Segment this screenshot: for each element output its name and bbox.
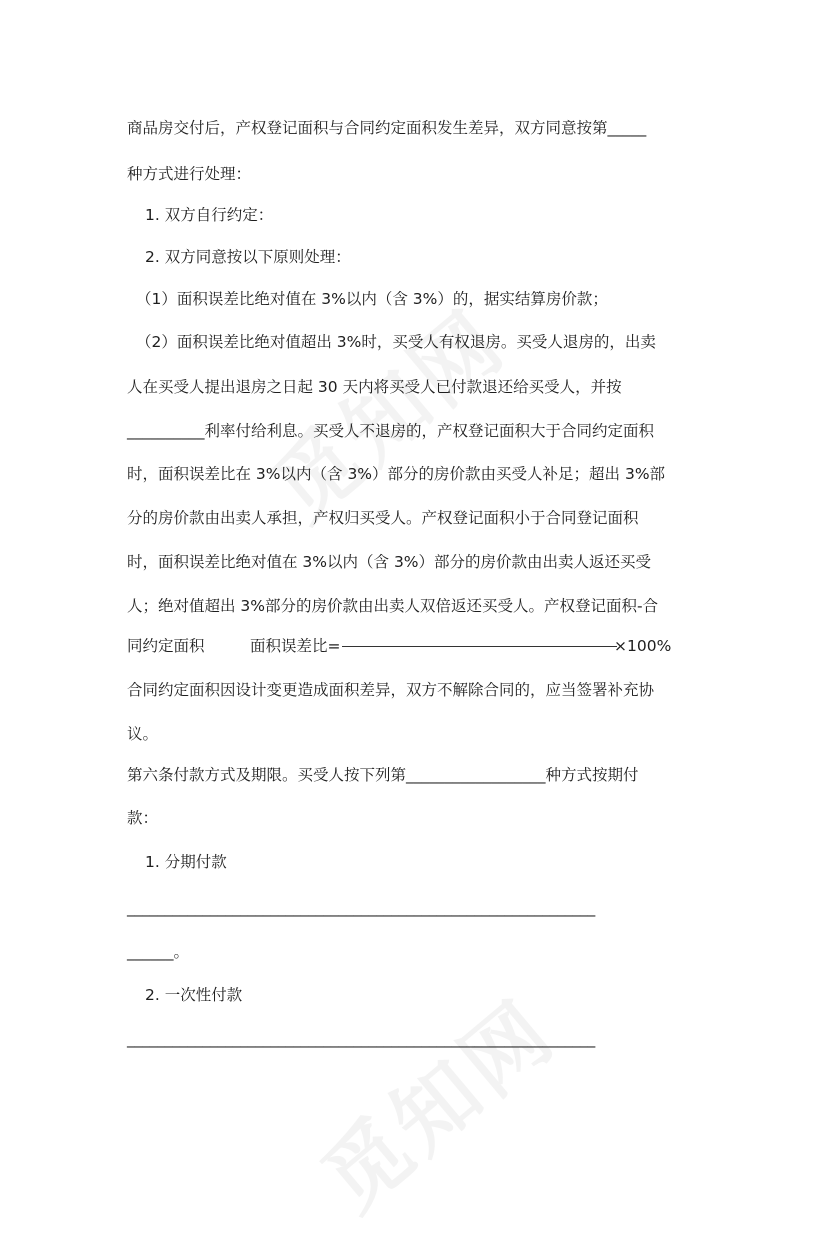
blank-line: ______________________________________________________________ (127, 899, 596, 917)
paragraph-line: 时，面积误差比在 3%以内（含 3%）部分的房价款由买受人补足；超出 3%部 (127, 465, 666, 483)
paragraph-line: 议。 (127, 725, 159, 743)
formula-left-label: 面积误差比= (250, 637, 341, 655)
formula-right-label: ×100% (614, 637, 672, 655)
paragraph-line: 商品房交付后，产权登记面积与合同约定面积发生差异，双方同意按第_____ (127, 119, 647, 137)
paragraph-line: 分的房价款由出卖人承担，产权归买受人。产权登记面积小于合同登记面积 (127, 509, 639, 527)
blank-line: ______。 (127, 943, 190, 961)
formula-fraction-line (342, 646, 617, 647)
watermark (243, 277, 528, 543)
paragraph-line: 第六条付款方式及期限。买受人按下列第__________________种方式按期付 (127, 766, 639, 784)
list-item: 1. 双方自行约定： (145, 206, 274, 224)
formula-numerator-tail: 同约定面积 (127, 637, 205, 655)
paragraph-line: __________利率付给利息。买受人不退房的，产权登记面积大于合同约定面积 (127, 422, 655, 440)
watermark (293, 967, 578, 1233)
paragraph-line: 人；绝对值超出 3%部分的房价款由出卖人双倍返还买受人。产权登记面积-合 (127, 597, 659, 615)
paragraph-line: 时，面积误差比绝对值在 3%以内（含 3%）部分的房价款由出卖人返还买受 (127, 553, 652, 571)
paragraph-line: 款： (127, 809, 159, 827)
blank-line: ______________________________________________________________ (127, 1030, 596, 1048)
paragraph-line: 种方式进行处理： (127, 165, 252, 183)
sub-item: （1）面积误差比绝对值在 3%以内（含 3%）的，据实结算房价款； (136, 290, 608, 308)
list-item: 2. 双方同意按以下原则处理： (145, 248, 351, 266)
list-item: 1. 分期付款 (145, 853, 227, 871)
list-item: 2. 一次性付款 (145, 986, 243, 1004)
paragraph-line: 人在买受人提出退房之日起 30 天内将买受人已付款退还给买受人，并按 (127, 378, 622, 396)
paragraph-line: 合同约定面积因设计变更造成面积差异，双方不解除合同的，应当签署补充协 (127, 681, 655, 699)
sub-item: （2）面积误差比绝对值超出 3%时，买受人有权退房。买受人退房的，出卖 (136, 333, 656, 351)
